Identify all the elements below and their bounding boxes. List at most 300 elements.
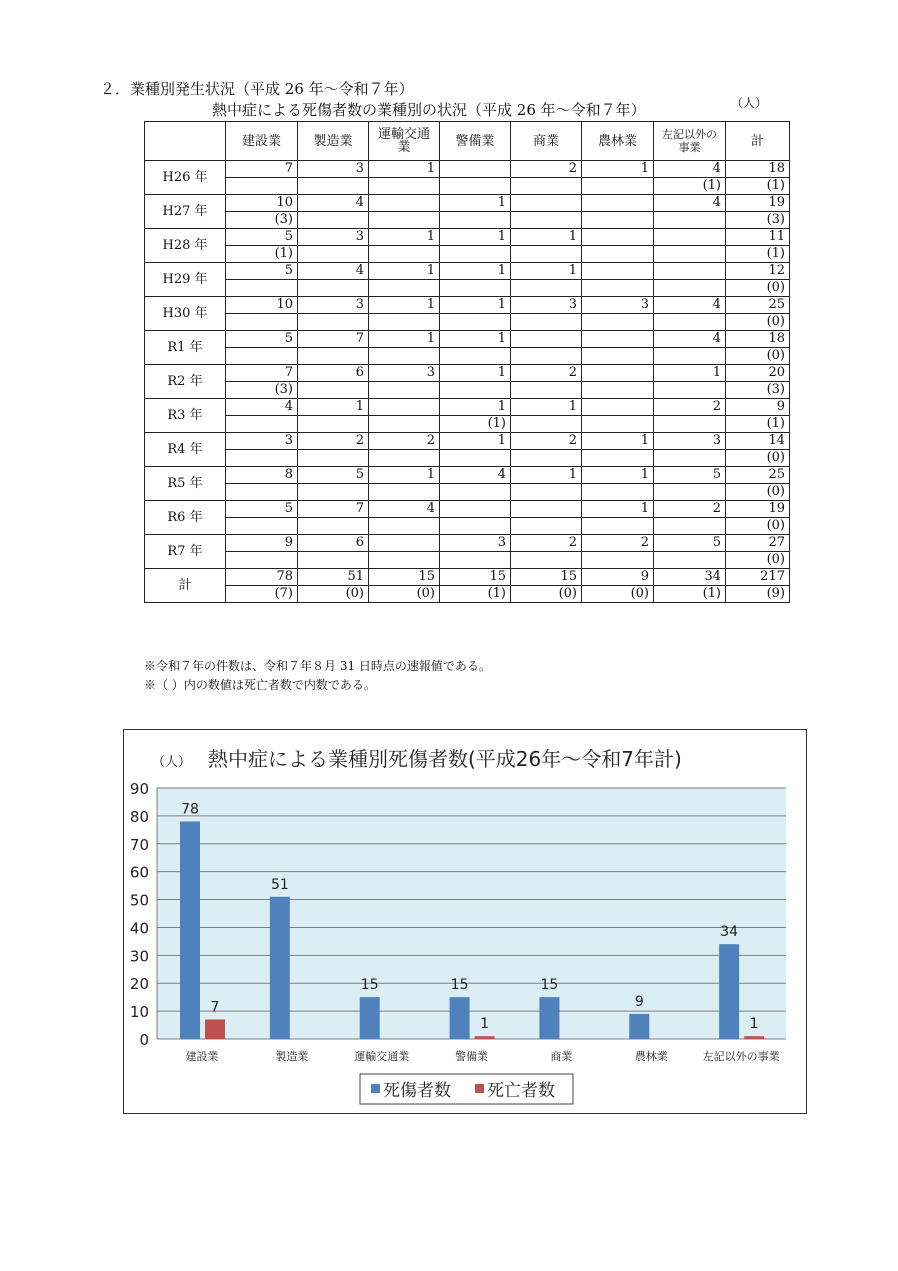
- count-cell: 1: [440, 331, 511, 348]
- count-cell: 1: [511, 467, 582, 484]
- table-row-deaths: [145, 246, 790, 263]
- y-tick-label: 0: [139, 1031, 149, 1049]
- death-cell: [298, 484, 369, 501]
- data-label-casualties: 15: [360, 977, 379, 994]
- count-cell: 1: [369, 467, 440, 484]
- death-cell: [654, 348, 726, 365]
- count-cell: 9: [726, 399, 790, 416]
- death-cell: [654, 280, 726, 297]
- table-row: [145, 161, 790, 178]
- count-cell: 2: [511, 433, 582, 450]
- death-cell: [654, 484, 726, 501]
- count-cell: 3: [298, 161, 369, 178]
- death-cell: (0): [726, 348, 790, 365]
- death-cell: [369, 416, 440, 433]
- count-cell: 19: [726, 501, 790, 518]
- death-cell: [440, 212, 511, 229]
- death-cell: [511, 416, 582, 433]
- death-cell: [298, 246, 369, 263]
- table-row: [145, 331, 790, 348]
- death-cell: [298, 178, 369, 195]
- death-cell: (3): [226, 212, 298, 229]
- bar-casualties: [629, 1014, 649, 1039]
- table-row-deaths: [145, 280, 790, 297]
- death-cell: (1): [226, 246, 298, 263]
- death-cell: [582, 552, 654, 569]
- count-cell: 9: [582, 569, 654, 586]
- count-cell: 2: [369, 433, 440, 450]
- count-cell: 15: [369, 569, 440, 586]
- table-row: [145, 365, 790, 382]
- header-cell: 製造業: [298, 122, 369, 161]
- count-cell: 3: [226, 433, 298, 450]
- death-cell: [298, 382, 369, 399]
- count-cell: 11: [726, 229, 790, 246]
- death-cell: [511, 348, 582, 365]
- death-cell: [298, 348, 369, 365]
- count-cell: 4: [654, 331, 726, 348]
- count-cell: 1: [440, 229, 511, 246]
- count-cell: 5: [654, 535, 726, 552]
- count-cell: 2: [511, 161, 582, 178]
- count-cell: 1: [440, 263, 511, 280]
- count-cell: 3: [511, 297, 582, 314]
- count-cell: 1: [582, 501, 654, 518]
- death-cell: [582, 348, 654, 365]
- count-cell: 5: [226, 501, 298, 518]
- count-cell: [369, 195, 440, 212]
- count-cell: 2: [511, 365, 582, 382]
- count-cell: 2: [298, 433, 369, 450]
- table-row: [145, 297, 790, 314]
- count-cell: 7: [226, 161, 298, 178]
- death-cell: [582, 246, 654, 263]
- death-cell: [440, 382, 511, 399]
- table-row-deaths: [145, 212, 790, 229]
- y-tick-label: 50: [129, 891, 149, 910]
- count-cell: 3: [654, 433, 726, 450]
- count-cell: 1: [511, 229, 582, 246]
- table-row-deaths: [145, 178, 790, 195]
- count-cell: 3: [582, 297, 654, 314]
- death-cell: [582, 382, 654, 399]
- bar-chart: [124, 730, 808, 1115]
- count-cell: [369, 399, 440, 416]
- death-cell: (0): [582, 586, 654, 603]
- year-cell: R3 年: [145, 399, 226, 433]
- y-tick-label: 70: [129, 835, 149, 854]
- year-cell: R6 年: [145, 501, 226, 535]
- x-tick-label: 商業: [550, 1050, 573, 1063]
- death-cell: [440, 348, 511, 365]
- death-cell: (0): [369, 586, 440, 603]
- count-cell: 10: [226, 297, 298, 314]
- death-cell: [369, 484, 440, 501]
- death-cell: [226, 280, 298, 297]
- count-cell: [582, 365, 654, 382]
- x-tick-label: 農林業: [634, 1050, 668, 1063]
- y-tick-label: 80: [129, 807, 149, 826]
- count-cell: 217: [726, 569, 790, 586]
- unit-label: （人）: [731, 96, 768, 110]
- death-cell: [582, 484, 654, 501]
- count-cell: 5: [226, 263, 298, 280]
- table-row-deaths: [145, 416, 790, 433]
- chart-container: [123, 729, 807, 1114]
- death-cell: [440, 280, 511, 297]
- count-cell: 3: [298, 229, 369, 246]
- count-cell: 78: [226, 569, 298, 586]
- death-cell: (0): [511, 586, 582, 603]
- death-cell: [511, 314, 582, 331]
- death-cell: [298, 416, 369, 433]
- death-cell: [369, 212, 440, 229]
- death-cell: [298, 212, 369, 229]
- death-cell: (3): [226, 382, 298, 399]
- bar-casualties: [719, 944, 739, 1039]
- year-cell: R2 年: [145, 365, 226, 399]
- count-cell: 8: [226, 467, 298, 484]
- death-cell: [654, 314, 726, 331]
- count-cell: 1: [369, 331, 440, 348]
- death-cell: [298, 518, 369, 535]
- bar-casualties: [360, 997, 380, 1039]
- casualty-table: [144, 121, 790, 603]
- data-label-casualties: 34: [720, 924, 739, 941]
- count-cell: 1: [511, 399, 582, 416]
- death-cell: [511, 518, 582, 535]
- count-cell: 1: [298, 399, 369, 416]
- death-cell: [369, 348, 440, 365]
- death-cell: [369, 314, 440, 331]
- death-cell: (0): [298, 586, 369, 603]
- count-cell: 5: [654, 467, 726, 484]
- count-cell: 14: [726, 433, 790, 450]
- death-cell: [511, 246, 582, 263]
- count-cell: 1: [440, 365, 511, 382]
- death-cell: (0): [726, 552, 790, 569]
- bar-deaths: [205, 1019, 225, 1039]
- count-cell: 1: [369, 229, 440, 246]
- death-cell: [511, 450, 582, 467]
- table-row: [145, 569, 790, 586]
- count-cell: 2: [654, 501, 726, 518]
- death-cell: [369, 178, 440, 195]
- x-tick-label: 製造業: [275, 1050, 309, 1063]
- year-cell: H30 年: [145, 297, 226, 331]
- header-cell: 計: [726, 122, 790, 161]
- count-cell: [511, 501, 582, 518]
- death-cell: [226, 450, 298, 467]
- death-cell: (3): [726, 382, 790, 399]
- count-cell: 4: [298, 263, 369, 280]
- death-cell: [369, 246, 440, 263]
- count-cell: [511, 195, 582, 212]
- count-cell: 1: [582, 467, 654, 484]
- chart-title: 熱中症による業種別死傷者数(平成26年～令和7年計): [208, 747, 682, 771]
- count-cell: 2: [511, 535, 582, 552]
- count-cell: 27: [726, 535, 790, 552]
- death-cell: [369, 280, 440, 297]
- count-cell: 4: [226, 399, 298, 416]
- death-cell: [298, 280, 369, 297]
- death-cell: [369, 382, 440, 399]
- table-row: [145, 195, 790, 212]
- count-cell: 3: [298, 297, 369, 314]
- table-row-deaths: [145, 484, 790, 501]
- death-cell: (7): [226, 586, 298, 603]
- death-cell: [654, 450, 726, 467]
- death-cell: [369, 450, 440, 467]
- header-corner: [145, 122, 226, 161]
- year-cell: H28 年: [145, 229, 226, 263]
- death-cell: [511, 382, 582, 399]
- death-cell: [654, 518, 726, 535]
- data-label-deaths: 7: [210, 999, 220, 1016]
- death-cell: [226, 552, 298, 569]
- x-tick-label: 警備業: [455, 1050, 489, 1063]
- count-cell: [654, 229, 726, 246]
- table-row-deaths: [145, 348, 790, 365]
- count-cell: 25: [726, 467, 790, 484]
- year-cell: H29 年: [145, 263, 226, 297]
- death-cell: (0): [726, 484, 790, 501]
- count-cell: 1: [440, 195, 511, 212]
- table-row-deaths: [145, 450, 790, 467]
- death-cell: [511, 178, 582, 195]
- count-cell: 9: [226, 535, 298, 552]
- data-label-deaths: 1: [480, 1016, 490, 1033]
- death-cell: [226, 348, 298, 365]
- y-tick-label: 30: [129, 947, 149, 966]
- section-title: ２．業種別発生状況（平成 26 年～令和７年）: [100, 80, 414, 98]
- death-cell: [369, 518, 440, 535]
- count-cell: 34: [654, 569, 726, 586]
- count-cell: 2: [582, 535, 654, 552]
- count-cell: [582, 331, 654, 348]
- table-row: [145, 229, 790, 246]
- notes: [144, 657, 491, 695]
- y-tick-label: 40: [129, 919, 149, 938]
- count-cell: 4: [440, 467, 511, 484]
- x-tick-label: 建設業: [185, 1050, 219, 1063]
- death-cell: [440, 314, 511, 331]
- table-row-deaths: [145, 382, 790, 399]
- legend-label-casualties: 死傷者数: [383, 1081, 451, 1101]
- header-cell: 商業: [511, 122, 582, 161]
- death-cell: [298, 450, 369, 467]
- year-cell: R5 年: [145, 467, 226, 501]
- death-cell: [511, 484, 582, 501]
- plot-area: [157, 788, 786, 1039]
- death-cell: [226, 416, 298, 433]
- death-cell: [440, 518, 511, 535]
- legend-label-deaths: 死亡者数: [487, 1081, 555, 1101]
- bar-deaths: [744, 1036, 764, 1039]
- death-cell: [226, 314, 298, 331]
- death-cell: [440, 246, 511, 263]
- count-cell: 4: [654, 195, 726, 212]
- death-cell: (1): [440, 416, 511, 433]
- death-cell: (0): [726, 280, 790, 297]
- table-title: 熱中症による死傷者数の業種別の状況（平成 26 年～令和７年）: [212, 101, 646, 119]
- death-cell: [440, 484, 511, 501]
- table-row-deaths: [145, 518, 790, 535]
- death-cell: [298, 314, 369, 331]
- table-row: [145, 501, 790, 518]
- death-cell: [226, 484, 298, 501]
- count-cell: 10: [226, 195, 298, 212]
- count-cell: [369, 535, 440, 552]
- count-cell: 1: [369, 297, 440, 314]
- table-header-row: [145, 122, 790, 161]
- count-cell: 7: [298, 331, 369, 348]
- count-cell: 3: [440, 535, 511, 552]
- year-cell: H26 年: [145, 161, 226, 195]
- count-cell: 4: [654, 297, 726, 314]
- header-cell: 農林業: [582, 122, 654, 161]
- death-cell: (3): [726, 212, 790, 229]
- death-cell: (9): [726, 586, 790, 603]
- death-cell: [511, 212, 582, 229]
- count-cell: 1: [369, 263, 440, 280]
- count-cell: 18: [726, 161, 790, 178]
- death-cell: (0): [726, 450, 790, 467]
- x-tick-label: 左記以外の事業: [702, 1050, 780, 1063]
- count-cell: 1: [440, 399, 511, 416]
- table-row-deaths: [145, 314, 790, 331]
- death-cell: [511, 280, 582, 297]
- y-tick-label: 90: [129, 780, 149, 798]
- table-row-deaths: [145, 586, 790, 603]
- chart-unit-label: （人）: [152, 755, 192, 770]
- year-cell: R7 年: [145, 535, 226, 569]
- count-cell: [582, 229, 654, 246]
- death-cell: [582, 450, 654, 467]
- data-label-casualties: 9: [634, 993, 644, 1010]
- count-cell: 6: [298, 365, 369, 382]
- note-line: ※（ ）内の数値は死亡者数で内数である。: [144, 678, 376, 692]
- death-cell: [511, 552, 582, 569]
- count-cell: 1: [582, 161, 654, 178]
- note-line: ※令和７年の件数は、令和７年８月 31 日時点の速報値である。: [144, 659, 491, 673]
- death-cell: [440, 450, 511, 467]
- count-cell: 5: [226, 229, 298, 246]
- count-cell: 4: [654, 161, 726, 178]
- year-cell: 計: [145, 569, 226, 603]
- table-row: [145, 433, 790, 450]
- bar-casualties: [180, 821, 200, 1039]
- count-cell: [440, 161, 511, 178]
- death-cell: (1): [726, 178, 790, 195]
- year-cell: H27 年: [145, 195, 226, 229]
- count-cell: 7: [298, 501, 369, 518]
- death-cell: [440, 178, 511, 195]
- death-cell: (1): [654, 586, 726, 603]
- table-row: [145, 467, 790, 484]
- count-cell: [511, 331, 582, 348]
- death-cell: [654, 382, 726, 399]
- count-cell: 15: [440, 569, 511, 586]
- y-tick-label: 20: [129, 975, 149, 994]
- death-cell: [582, 280, 654, 297]
- count-cell: 5: [298, 467, 369, 484]
- death-cell: [226, 518, 298, 535]
- count-cell: 12: [726, 263, 790, 280]
- legend-swatch-casualties: [371, 1084, 380, 1093]
- count-cell: 6: [298, 535, 369, 552]
- count-cell: [654, 263, 726, 280]
- count-cell: 7: [226, 365, 298, 382]
- death-cell: (1): [654, 178, 726, 195]
- count-cell: 15: [511, 569, 582, 586]
- table-row: [145, 535, 790, 552]
- data-label-deaths: 1: [749, 1016, 759, 1033]
- y-tick-label: 10: [129, 1003, 149, 1022]
- count-cell: 25: [726, 297, 790, 314]
- death-cell: (1): [726, 416, 790, 433]
- death-cell: (1): [726, 246, 790, 263]
- death-cell: [654, 552, 726, 569]
- count-cell: 1: [440, 433, 511, 450]
- count-cell: 1: [369, 161, 440, 178]
- year-cell: R4 年: [145, 433, 226, 467]
- data-label-casualties: 78: [181, 801, 199, 818]
- data-label-casualties: 15: [450, 977, 469, 994]
- count-cell: 1: [440, 297, 511, 314]
- table-row: [145, 399, 790, 416]
- header-cell: 建設業: [226, 122, 298, 161]
- death-cell: [440, 552, 511, 569]
- count-cell: 5: [226, 331, 298, 348]
- count-cell: 1: [511, 263, 582, 280]
- year-cell: R1 年: [145, 331, 226, 365]
- count-cell: 19: [726, 195, 790, 212]
- death-cell: [654, 416, 726, 433]
- header-cell: 警備業: [440, 122, 511, 161]
- data-label-casualties: 15: [540, 977, 559, 994]
- death-cell: [582, 416, 654, 433]
- count-cell: 1: [654, 365, 726, 382]
- death-cell: [298, 552, 369, 569]
- legend-swatch-deaths: [475, 1084, 484, 1093]
- count-cell: [440, 501, 511, 518]
- death-cell: [582, 314, 654, 331]
- death-cell: [582, 212, 654, 229]
- table-row: [145, 263, 790, 280]
- death-cell: (0): [726, 314, 790, 331]
- death-cell: (0): [726, 518, 790, 535]
- death-cell: [369, 552, 440, 569]
- death-cell: (1): [440, 586, 511, 603]
- header-cell: 運輸交通業: [369, 122, 440, 161]
- count-cell: 3: [369, 365, 440, 382]
- count-cell: [582, 195, 654, 212]
- death-cell: [582, 518, 654, 535]
- header-cell: 左記以外の事業: [654, 122, 726, 161]
- death-cell: [226, 178, 298, 195]
- count-cell: 2: [654, 399, 726, 416]
- count-cell: 51: [298, 569, 369, 586]
- death-cell: [654, 212, 726, 229]
- x-tick-label: 運輸交通業: [354, 1050, 410, 1063]
- death-cell: [654, 246, 726, 263]
- count-cell: 1: [582, 433, 654, 450]
- bar-casualties: [270, 897, 290, 1039]
- bar-deaths: [475, 1036, 495, 1039]
- y-tick-label: 60: [129, 863, 149, 882]
- bar-casualties: [539, 997, 559, 1039]
